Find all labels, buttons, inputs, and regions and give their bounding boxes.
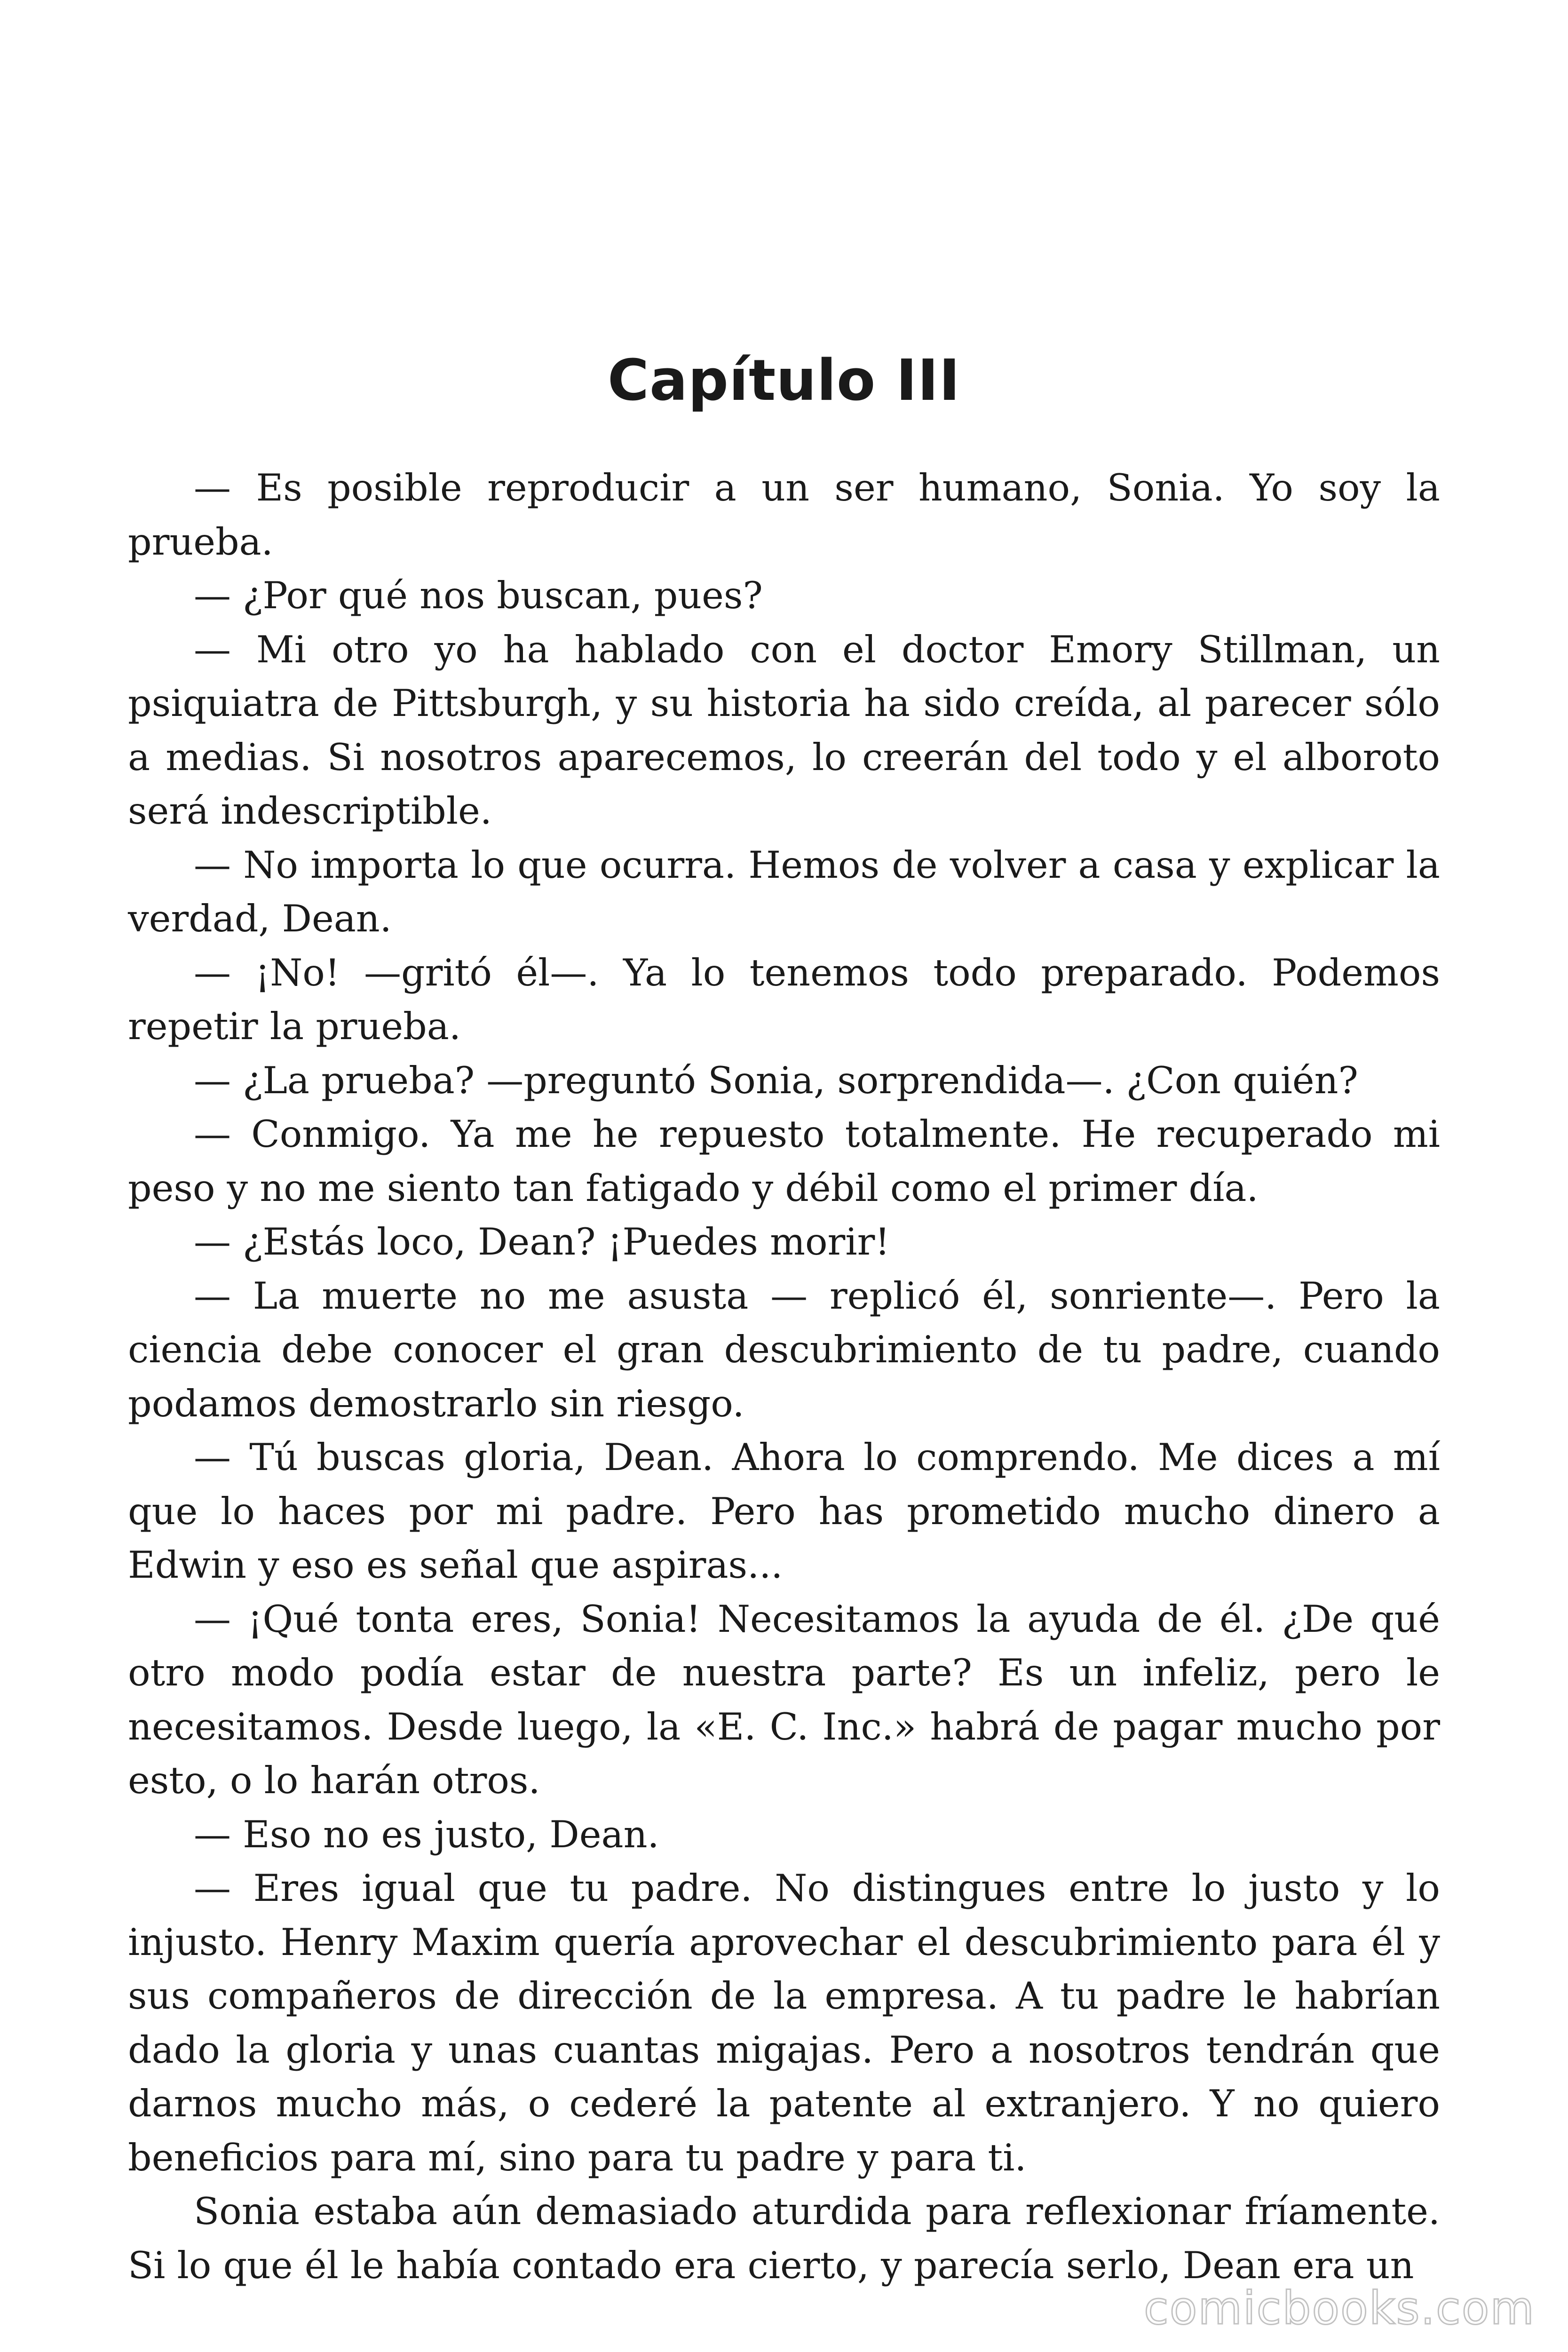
paragraph: — Es posible reproducir a un ser humano, Sonia. Yo soy la prueba. <box>128 466 1440 564</box>
paragraph: Sonia estaba aún demasiado aturdida para reflexionar fríamente. Si lo que él le había contado era cierto, y parecía serlo, Dean era un <box>128 2190 1440 2287</box>
watermark: comicbooks.com <box>1143 2282 1535 2335</box>
chapter-body <box>128 461 1440 2292</box>
chapter-title: Capítulo III <box>607 348 961 413</box>
paragraph: — La muerte no me asusta — replicó él, sonriente—. Pero la ciencia debe conocer el gran descubrimiento de tu padre, cuando podamos demostrarlo sin riesgo. <box>128 1274 1440 1425</box>
paragraph: — ¿Estás loco, Dean? ¡Puedes morir! <box>194 1220 890 1263</box>
paragraph: — Eres igual que tu padre. No distingues entre lo justo y lo injusto. Henry Maxim quería aprovechar el descubrimiento para él y sus compañeros de dirección de la empresa. A tu padre le habrían dado la gloria y unas cuantas migajas. Pero a nosotros tendrán que darnos mucho más, o cederé la patente al extranjero. Y no quiero beneficios para mí, sino para tu padre y para ti. <box>128 1867 1440 2179</box>
paragraph: — ¡Qué tonta eres, Sonia! Necesitamos la ayuda de él. ¿De qué otro modo podía estar de nuestra parte? Es un infeliz, pero le necesitamos. Desde luego, la «E. C. Inc.» habrá de pagar mucho por esto, o lo harán otros. <box>128 1597 1440 1802</box>
paragraph: — ¡No! —gritó él—. Ya lo tenemos todo preparado. Podemos repetir la prueba. <box>128 951 1440 1048</box>
paragraph: — ¿La prueba? —preguntó Sonia, sorprendida—. ¿Con quién? <box>194 1058 1358 1102</box>
paragraph: — Eso no es justo, Dean. <box>194 1812 659 1856</box>
paragraph: — ¿Por qué nos buscan, pues? <box>194 574 763 617</box>
paragraph: — Tú buscas gloria, Dean. Ahora lo comprendo. Me dices a mí que lo haces por mi padre. Pero has prometido mucho dinero a Edwin y eso es señal que aspiras... <box>128 1436 1440 1587</box>
paragraph: — Mi otro yo ha hablado con el doctor Emory Stillman, un psiquiatra de Pittsburgh, y su historia ha sido creída, al parecer sólo a medias. Si nosotros aparecemos, lo creerán del todo y el alboroto será indescriptible. <box>128 628 1440 833</box>
paragraph: — No importa lo que ocurra. Hemos de volver a casa y explicar la verdad, Dean. <box>128 843 1440 940</box>
paragraph: — Conmigo. Ya me he repuesto totalmente. He recuperado mi peso y no me siento tan fatigado y débil como el primer día. <box>128 1112 1440 1210</box>
